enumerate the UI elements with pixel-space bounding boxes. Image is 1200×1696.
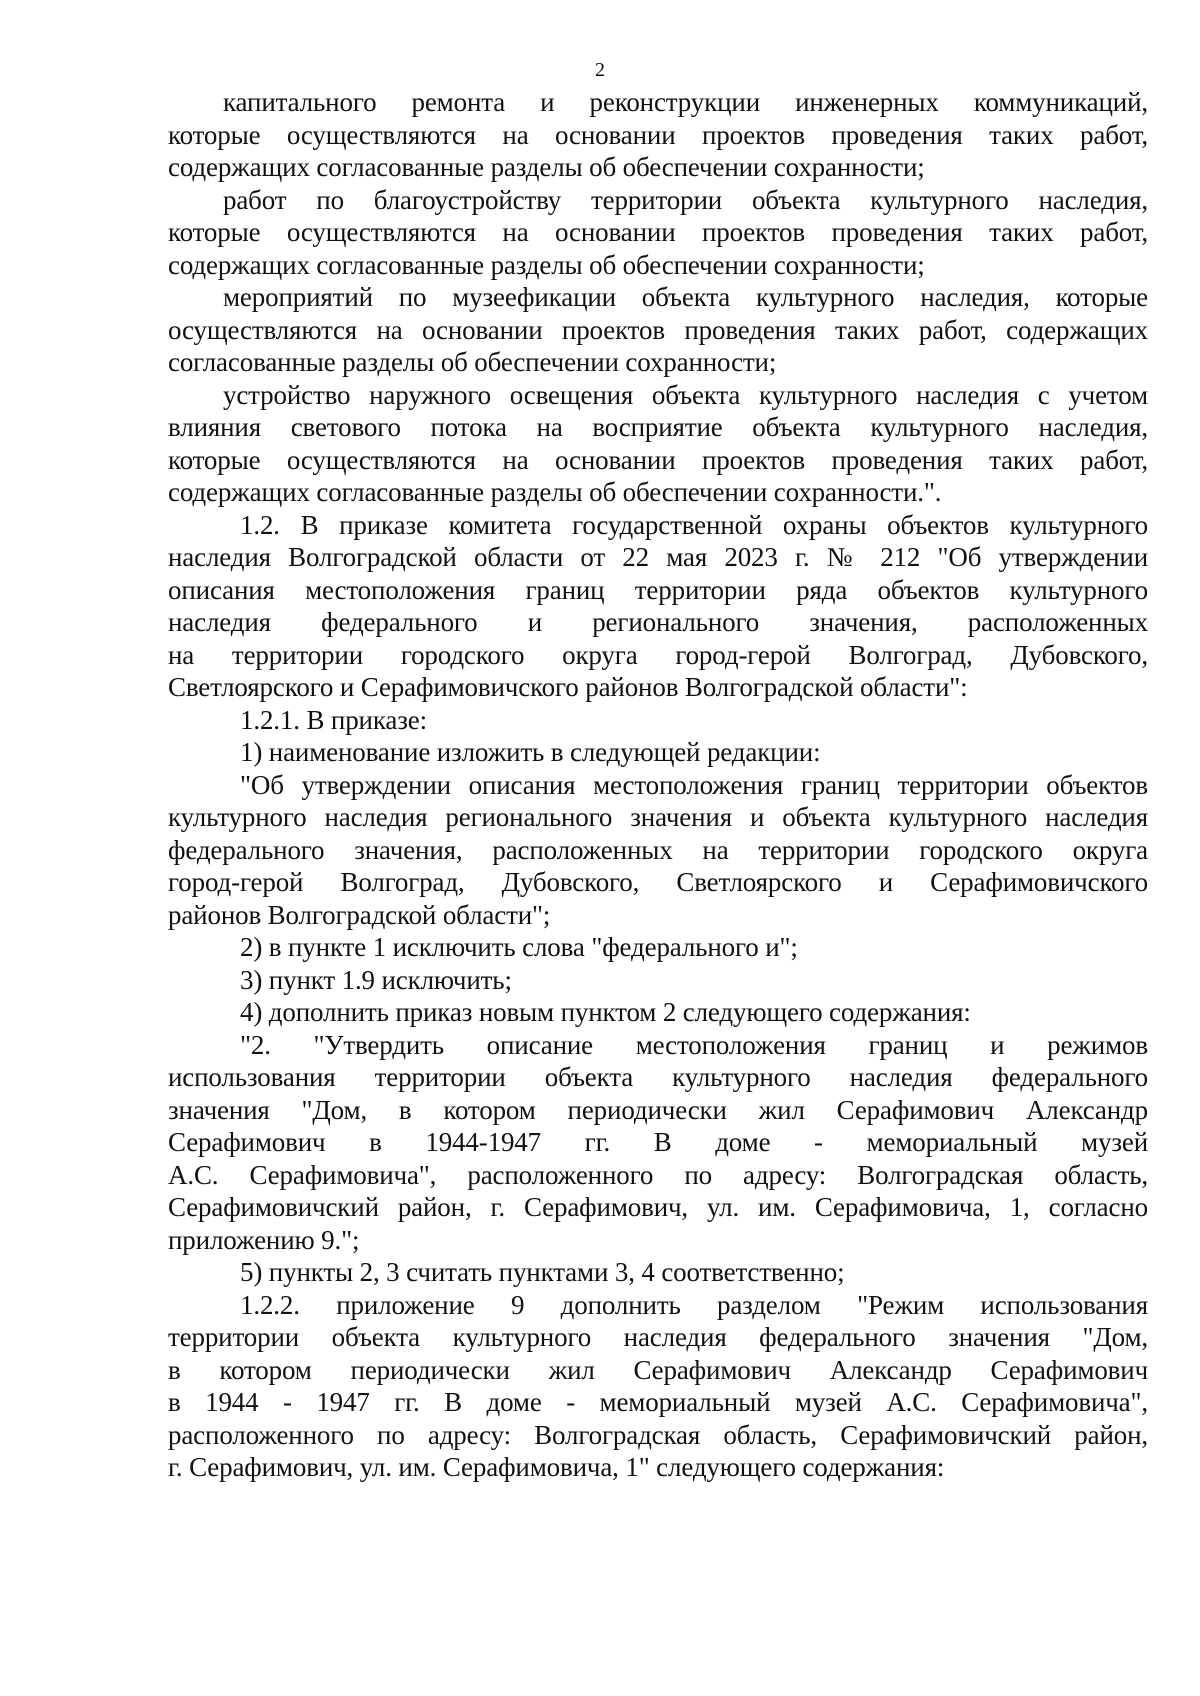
text-line: устройство наружного освещения объекта культурного наследия с учетом <box>223 379 1148 410</box>
text-line: согласованные разделы об обеспечении сохранности; <box>168 347 777 377</box>
text-line: 1.2. В приказе комитета государственной охраны объектов культурного <box>240 509 1148 540</box>
text-line: 1) наименование изложить в следующей редакции: <box>240 737 821 767</box>
text-line: 5) пункты 2, 3 считать пунктами 3, 4 соответственно; <box>240 1257 845 1287</box>
text-line: которые осуществляются на основании проектов проведения таких работ, <box>168 119 1148 150</box>
text-line: "Об утверждении описания местоположения границ территории объектов <box>240 769 1148 800</box>
text-line: осуществляются на основании проектов проведения таких работ, содержащих <box>168 314 1148 345</box>
text-line: которые осуществляются на основании проектов проведения таких работ, <box>168 444 1148 475</box>
page-number: 2 <box>595 59 605 81</box>
text-line: город-герой Волгоград, Дубовского, Светлоярского и Серафимовичского <box>168 867 1148 897</box>
text-line: капитального ремонта и реконструкции инженерных коммуникаций, <box>223 87 1148 117</box>
text-line: Серафимовичский район, г. Серафимович, ул. им. Серафимовича, 1, согласно <box>168 1192 1148 1222</box>
text-line: Светлоярского и Серафимовичского районов Волгоградской области": <box>168 672 968 702</box>
text-line: территории объекта культурного наследия федерального значения "Дом, <box>168 1322 1148 1352</box>
text-line: работ по благоустройству территории объекта культурного наследия, <box>223 184 1148 215</box>
text-line: А.С. Серафимовича", расположенного по адресу: Волгоградская область, <box>168 1159 1148 1190</box>
text-line: на территории городского округа город-герой Волгоград, Дубовского, <box>168 639 1148 670</box>
text-line: районов Волгоградской области"; <box>168 899 551 930</box>
text-line: описания местоположения границ территории ряда объектов культурного <box>168 574 1148 605</box>
text-line: наследия Волгоградской области от 22 мая 2023 г. № 212 "Об утверждении <box>168 542 1148 572</box>
document-body <box>168 86 1148 1484</box>
text-line: 4) дополнить приказ новым пунктом 2 следующего содержания: <box>240 997 971 1027</box>
text-line: содержащих согласованные разделы об обеспечении сохранности; <box>168 249 925 280</box>
text-line: в котором периодически жил Серафимович Александр Серафимович <box>168 1354 1148 1385</box>
text-line: г. Серафимович, ул. им. Серафимовича, 1" следующего содержания: <box>168 1452 945 1482</box>
text-line: значения "Дом, в котором периодически жил Серафимович Александр <box>168 1094 1148 1125</box>
text-line: 1.2.2. приложение 9 дополнить разделом "Режим использования <box>240 1289 1148 1320</box>
text-line: влияния светового потока на восприятие объекта культурного наследия, <box>168 412 1148 442</box>
text-line: содержащих согласованные разделы об обеспечении сохранности.". <box>168 477 942 507</box>
text-line: расположенного по адресу: Волгоградская область, Серафимовичский район, <box>168 1419 1148 1450</box>
text-line: 1.2.1. В приказе: <box>240 704 427 735</box>
text-line: которые осуществляются на основании проектов проведения таких работ, <box>168 217 1148 247</box>
text-line: содержащих согласованные разделы об обеспечении сохранности; <box>168 152 925 182</box>
text-line: использования территории объекта культурного наследия федерального <box>168 1062 1148 1092</box>
text-line: культурного наследия регионального значения и объекта культурного наследия <box>168 802 1148 832</box>
text-line: мероприятий по музеефикации объекта культурного наследия, которые <box>223 282 1148 312</box>
text-line: "2. "Утвердить описание местоположения границ и режимов <box>240 1029 1148 1060</box>
text-line: федерального значения, расположенных на территории городского округа <box>168 834 1148 865</box>
text-line: в 1944 - 1947 гг. В доме - мемориальный музей А.С. Серафимовича", <box>168 1387 1148 1417</box>
text-line: Серафимович в 1944-1947 гг. В доме - мемориальный музей <box>168 1127 1148 1157</box>
text-line: 2) в пункте 1 исключить слова "федерального и"; <box>240 932 798 962</box>
text-line: наследия федерального и регионального значения, расположенных <box>168 607 1148 637</box>
text-line: 3) пункт 1.9 исключить; <box>240 964 512 995</box>
text-line: приложению 9."; <box>168 1224 360 1255</box>
